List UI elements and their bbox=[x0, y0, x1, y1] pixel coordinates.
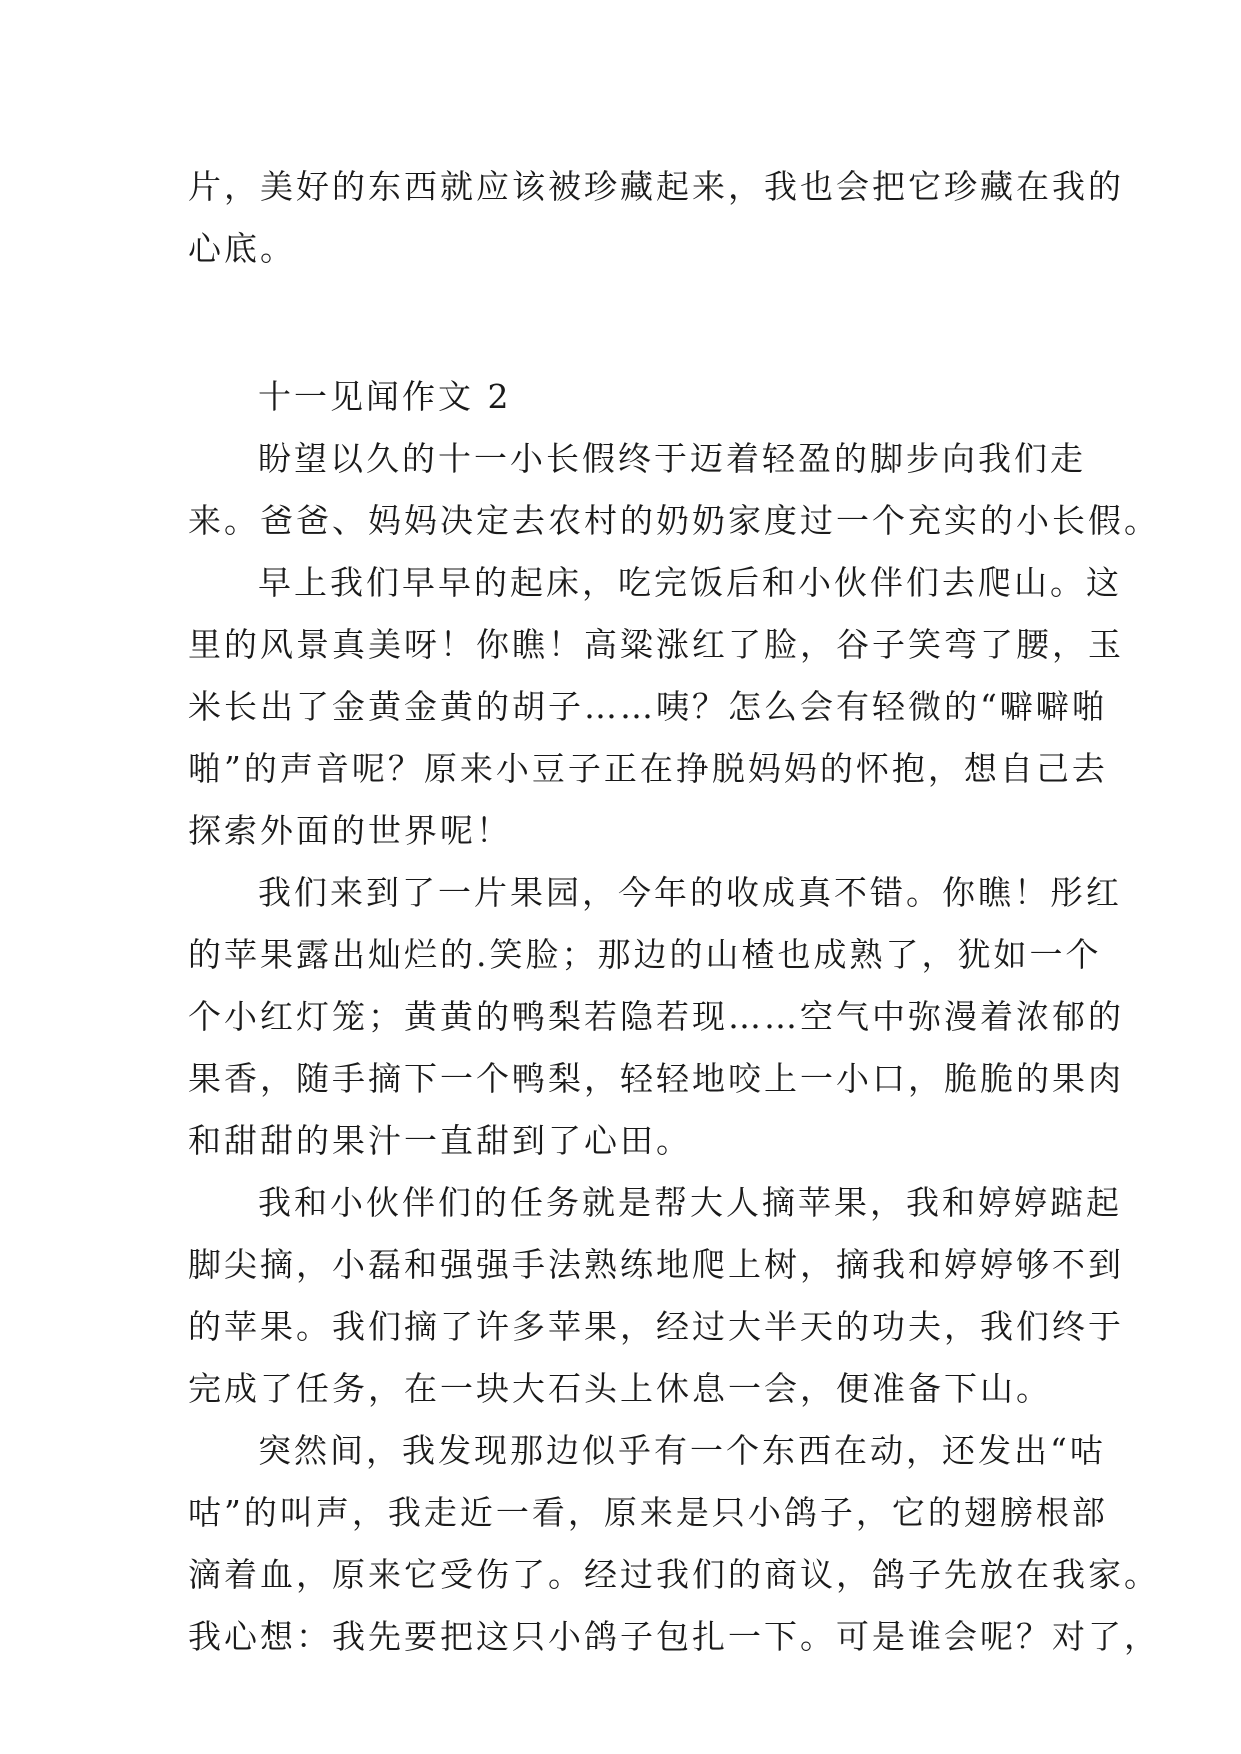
paragraph-line: 脚尖摘，小磊和强强手法熟练地爬上树，摘我和婷婷够不到 bbox=[188, 1245, 1124, 1284]
paragraph-line: 和甜甜的果汁一直甜到了心田。 bbox=[188, 1121, 692, 1160]
paragraph-line: 咕”的叫声，我走近一看，原来是只小鸽子，它的翅膀根部 bbox=[188, 1493, 1108, 1532]
paragraph-line: 啪”的声音呢？原来小豆子正在挣脱妈妈的怀抱，想自己去 bbox=[188, 749, 1108, 788]
paragraph-line: 里的风景真美呀！你瞧！高粱涨红了脸，谷子笑弯了腰，玉 bbox=[188, 625, 1124, 664]
paragraph-line: 的苹果。我们摘了许多苹果，经过大半天的功夫，我们终于 bbox=[188, 1307, 1124, 1346]
paragraph-line: 突然间，我发现那边似乎有一个东西在动，还发出“咕 bbox=[258, 1431, 1106, 1470]
paragraph-line: 早上我们早早的起床，吃完饭后和小伙伴们去爬山。这 bbox=[258, 563, 1122, 602]
paragraph-line: 米长出了金黄金黄的胡子……咦？怎么会有轻微的“噼噼啪 bbox=[188, 687, 1108, 726]
paragraph-line: 来。爸爸、妈妈决定去农村的奶奶家度过一个充实的小长假。 bbox=[188, 501, 1160, 540]
paragraph-line: 探索外面的世界呢！ bbox=[188, 811, 512, 850]
paragraph-line: 滴着血，原来它受伤了。经过我们的商议，鸽子先放在我家。 bbox=[188, 1555, 1160, 1594]
intro-line: 片，美好的东西就应该被珍藏起来，我也会把它珍藏在我的 bbox=[188, 167, 1124, 206]
paragraph-line: 盼望以久的十一小长假终于迈着轻盈的脚步向我们走 bbox=[258, 439, 1086, 478]
section-gap bbox=[188, 280, 1048, 366]
paragraph-line: 我和小伙伴们的任务就是帮大人摘苹果，我和婷婷踮起 bbox=[258, 1183, 1122, 1222]
section-heading: 十一见闻作文 2 bbox=[258, 377, 512, 416]
paragraph-line: 个小红灯笼；黄黄的鸭梨若隐若现……空气中弥漫着浓郁的 bbox=[188, 997, 1124, 1036]
paragraph-line: 我心想：我先要把这只小鸽子包扎一下。可是谁会呢？对了， bbox=[188, 1617, 1160, 1656]
paragraph-line: 完成了任务，在一块大石头上休息一会，便准备下山。 bbox=[188, 1369, 1052, 1408]
paragraph-line: 的苹果露出灿烂的.笑脸；那边的山楂也成熟了，犹如一个 bbox=[188, 935, 1102, 974]
document-body bbox=[188, 156, 1160, 1668]
intro-line: 心底。 bbox=[188, 229, 296, 268]
paragraph-line: 我们来到了一片果园，今年的收成真不错。你瞧！彤红 bbox=[258, 873, 1122, 912]
paragraph-line: 果香，随手摘下一个鸭梨，轻轻地咬上一小口，脆脆的果肉 bbox=[188, 1059, 1124, 1098]
